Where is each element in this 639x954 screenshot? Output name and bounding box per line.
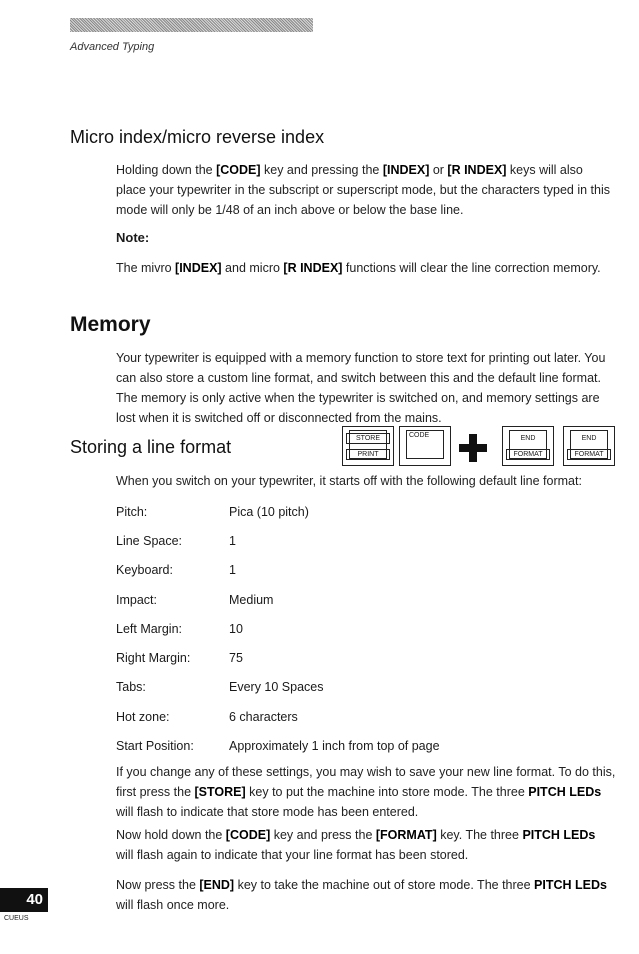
setting-value: 6 characters (229, 709, 298, 724)
end-key-ref: [END] (199, 878, 235, 892)
text: will flash to indicate that store mode has been entered. (116, 805, 419, 819)
micro-paragraph-1 (116, 160, 616, 220)
setting-value: 1 (229, 533, 236, 548)
text: key to put the machine into store mode. The three (245, 785, 529, 799)
setting-label: Start Position: (116, 739, 194, 754)
text: functions will clear the line correction memory. (342, 261, 601, 275)
setting-row (116, 497, 440, 526)
text: The mivro (116, 261, 176, 275)
index-key-ref: [INDEX] (175, 261, 222, 275)
running-title: Advanced Typing (70, 41, 155, 53)
key-label: CODE (409, 432, 430, 439)
text: key to take the machine out of store mode. The three (234, 878, 535, 892)
setting-row (116, 526, 440, 555)
header-bar-graphic (70, 18, 313, 32)
default-line-format-table (116, 497, 440, 761)
micro-index-heading: Micro index/micro reverse index (70, 127, 325, 147)
text: will flash again to indicate that your line format has been stored. (116, 848, 469, 862)
brand-label: CUEUS (4, 915, 29, 922)
setting-label: Pitch: (116, 504, 148, 519)
text: key. The three (436, 828, 523, 842)
text: Now hold down the (116, 828, 226, 842)
code-key-ref: [CODE] (225, 828, 271, 842)
key-label: END (520, 435, 536, 442)
code-key-icon (399, 426, 451, 466)
pitch-leds-ref: PITCH LEDs (534, 878, 607, 892)
key-label: END (581, 435, 597, 442)
setting-row (116, 731, 440, 760)
setting-row (116, 702, 440, 731)
setting-row (116, 556, 440, 585)
text: will flash once more. (116, 898, 230, 912)
storing-heading: Storing a line format (70, 437, 232, 457)
pitch-leds-ref: PITCH LEDs (522, 828, 596, 842)
store-key-ref: [STORE] (194, 785, 246, 799)
storing-paragraph-3 (116, 825, 616, 865)
setting-row (116, 673, 440, 702)
setting-label: Hot zone: (116, 709, 170, 724)
index-key-ref: [INDEX] (382, 163, 430, 177)
setting-label: Right Margin: (116, 651, 191, 666)
setting-value: 75 (229, 651, 243, 666)
memory-paragraph: Your typewriter is equipped with a memory function to store text for printing out later. You can also store a custom line format, and switch between this and the default line format. The memory is only active when the typewriter is switched on, and memory settings are lost when it is switched off or disconnected from the mains. (116, 351, 606, 425)
key-sequence-illustration (342, 426, 616, 468)
text: and micro (221, 261, 284, 275)
setting-row (116, 643, 440, 672)
plus-icon (459, 434, 487, 462)
text: Holding down the (116, 163, 217, 177)
key-label: FORMAT (506, 449, 550, 460)
setting-label: Keyboard: (116, 563, 173, 578)
storing-paragraph-4 (116, 875, 616, 915)
key-label: STORE (346, 433, 390, 444)
setting-value: Approximately 1 inch from top of page (229, 739, 440, 754)
note-label: Note: (116, 230, 150, 245)
text: or (429, 163, 448, 177)
setting-value: 1 (229, 563, 236, 578)
setting-value: Pica (10 pitch) (229, 504, 309, 519)
end-format-key-icon (563, 426, 615, 466)
setting-row (116, 585, 440, 614)
r-index-key-ref: [R INDEX] (447, 163, 507, 177)
text: Now press the (116, 878, 200, 892)
setting-label: Line Space: (116, 533, 183, 548)
text: If you change any of these settings, you may wish to save your new line format. To do this, first press the (116, 765, 616, 799)
text: key and pressing the (260, 163, 383, 177)
store-print-key-icon (342, 426, 394, 466)
end-format-key-icon (502, 426, 554, 466)
code-key-ref: [CODE] (216, 163, 261, 177)
setting-value: 10 (229, 621, 243, 636)
text: key and press the (270, 828, 376, 842)
key-label: FORMAT (567, 449, 611, 460)
text: keys will also place your typewriter in the subscript or superscript mode, but the characters typed in this mode will only be 1/48 of an inch above or below the base line. (116, 163, 610, 217)
format-key-ref: [FORMAT] (375, 828, 437, 842)
memory-heading: Memory (70, 313, 151, 336)
storing-intro: When you switch on your typewriter, it starts off with the following default line format: (116, 474, 582, 488)
setting-value: Every 10 Spaces (229, 680, 324, 695)
setting-value: Medium (229, 592, 274, 607)
setting-label: Tabs: (116, 680, 146, 695)
r-index-key-ref: [R INDEX] (283, 261, 343, 275)
page-number: 40 (0, 888, 48, 912)
setting-label: Impact: (116, 592, 157, 607)
setting-row (116, 614, 440, 643)
micro-paragraph-2 (116, 258, 616, 278)
pitch-leds-ref: PITCH LEDs (528, 785, 602, 799)
key-label: PRINT (346, 449, 390, 460)
storing-paragraph-2 (116, 762, 616, 822)
setting-label: Left Margin: (116, 621, 183, 636)
